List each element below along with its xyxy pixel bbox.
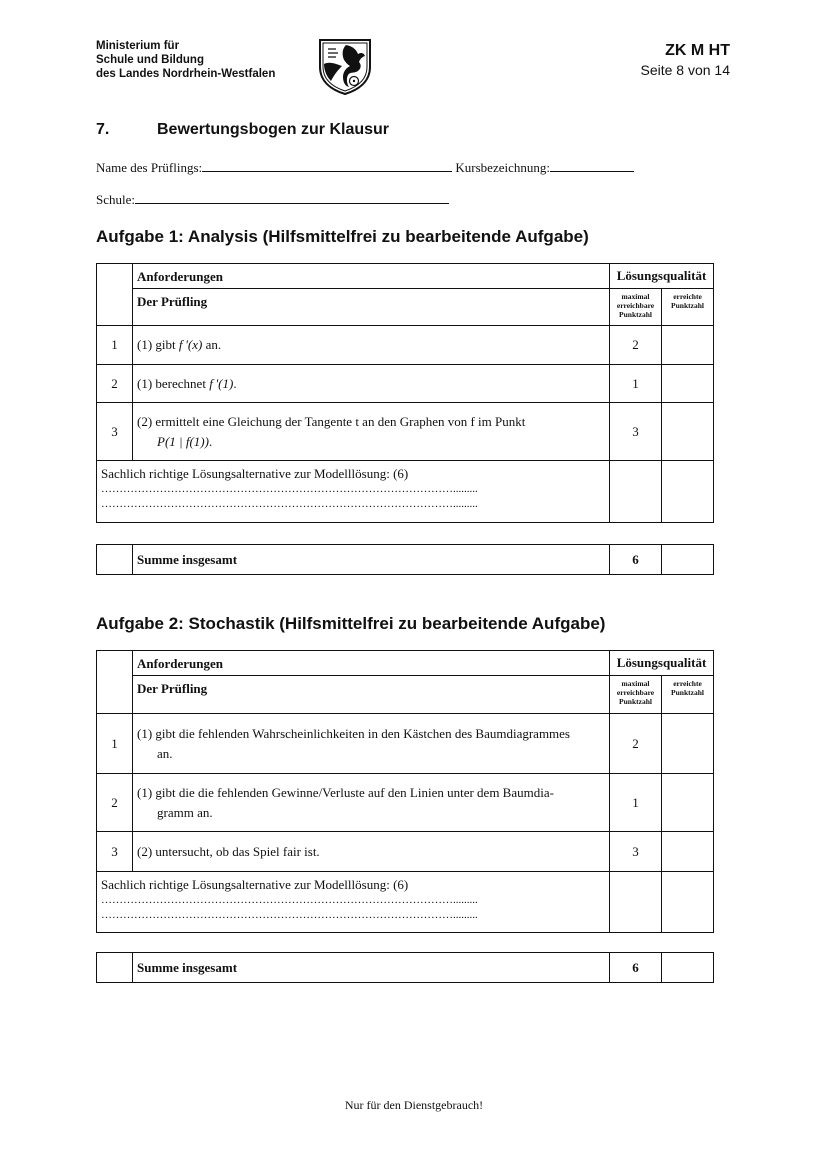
requirement-line: an. xyxy=(157,745,173,761)
footer-note: Nur für den Dienstgebrauch! xyxy=(344,1098,484,1112)
alternative-cell xyxy=(97,872,610,933)
task1-table xyxy=(96,263,714,523)
name-label: Name des Prüflings: xyxy=(96,160,203,175)
max-points: 3 xyxy=(610,403,662,461)
table-row xyxy=(97,326,714,365)
table-row xyxy=(97,774,714,832)
requirement-line: (2) ermittelt eine Gleichung der Tangente t an den Graphen von f im Punkt xyxy=(137,413,526,429)
alternative-row xyxy=(97,461,714,523)
requirement-text xyxy=(133,774,610,832)
task2-num-header-cell xyxy=(97,651,133,714)
max-points: 1 xyxy=(610,365,662,403)
quality-header: Lösungsqualität xyxy=(610,264,714,289)
document-code: ZK M HT xyxy=(665,42,730,59)
math-expression: f '(x) xyxy=(178,337,203,352)
dotted-line[interactable]: ……………………………………………………………………………………......... xyxy=(101,498,478,510)
quality-header: Lösungsqualität xyxy=(610,651,714,676)
row-number: 3 xyxy=(97,832,133,872)
alternative-max-points xyxy=(610,872,662,933)
name-field[interactable] xyxy=(202,159,452,172)
nrw-coat-of-arms-icon xyxy=(316,37,374,95)
requirements-header: Anforderungen xyxy=(133,651,610,676)
max-points-header: maximal erreichbare Punktzahl xyxy=(610,676,662,714)
dotted-line[interactable]: ……………………………………………………………………………………......... xyxy=(101,483,478,495)
ministry-line-2: Schule und Bildung xyxy=(96,54,204,66)
school-row xyxy=(96,191,449,208)
task1-sum-table xyxy=(96,544,714,575)
candidate-header: Der Prüfling xyxy=(133,289,610,326)
alternative-label: Sachlich richtige Lösungsalternative zur Modelllösung: (6) xyxy=(101,466,409,481)
section-title: Bewertungsbogen zur Klausur xyxy=(157,121,390,138)
sum-max-points: 6 xyxy=(610,545,662,575)
achieved-points-header: erreichte Punktzahl xyxy=(662,289,714,326)
ministry-name xyxy=(96,39,275,81)
table-row xyxy=(97,714,714,774)
requirements-header: Anforderungen xyxy=(133,264,610,289)
candidate-header: Der Prüfling xyxy=(133,676,610,714)
school-field[interactable] xyxy=(135,191,449,204)
task2-title: Aufgabe 2: Stochastik (Hilfsmittelfrei zu bearbeitende Aufgabe) xyxy=(96,614,606,633)
table-row xyxy=(97,403,714,461)
task2-sum-table xyxy=(96,952,714,983)
requirement-text xyxy=(133,403,610,461)
page-number: Seite 8 von 14 xyxy=(640,62,730,78)
requirement-line: (1) gibt die fehlenden Wahrscheinlichkeiten in den Kästchen des Baumdiagrammes xyxy=(137,725,570,741)
max-points: 2 xyxy=(610,714,662,774)
course-label: Kursbezeichnung: xyxy=(455,160,550,175)
alternative-max-points xyxy=(610,461,662,523)
achieved-points-field[interactable] xyxy=(662,872,714,933)
achieved-points-field[interactable] xyxy=(662,461,714,523)
sum-label: Summe insgesamt xyxy=(133,953,610,983)
achieved-points-field[interactable] xyxy=(662,365,714,403)
course-field[interactable] xyxy=(550,159,634,172)
table-row xyxy=(97,832,714,872)
alternative-row xyxy=(97,872,714,933)
task1-num-header-cell xyxy=(97,264,133,326)
requirement-line: P(1 | f(1)). xyxy=(157,433,213,449)
ministry-line-3: des Landes Nordrhein-Westfalen xyxy=(96,68,276,80)
school-label: Schule: xyxy=(96,192,135,207)
dotted-line[interactable]: ……………………………………………………………………………………......... xyxy=(101,909,478,921)
achieved-points-field[interactable] xyxy=(662,714,714,774)
name-course-row xyxy=(96,159,634,176)
document-id xyxy=(640,41,730,79)
requirement-text: (2) untersucht, ob das Spiel fair ist. xyxy=(133,832,610,872)
max-points: 3 xyxy=(610,832,662,872)
table-row xyxy=(97,365,714,403)
row-number: 2 xyxy=(97,774,133,832)
dotted-line[interactable]: ……………………………………………………………………………………......... xyxy=(101,894,478,906)
row-number: 1 xyxy=(97,326,133,365)
math-expression: P(1 | f(1)) xyxy=(157,433,209,449)
max-points: 1 xyxy=(610,774,662,832)
max-points-header: maximal erreichbare Punktzahl xyxy=(610,289,662,326)
achieved-points-field[interactable] xyxy=(662,326,714,365)
sum-achieved-field[interactable] xyxy=(662,953,714,983)
achieved-points-field[interactable] xyxy=(662,774,714,832)
requirement-line: gramm an. xyxy=(157,804,213,820)
alternative-cell xyxy=(97,461,610,523)
achieved-points-header: erreichte Punktzahl xyxy=(662,676,714,714)
sum-max-points: 6 xyxy=(610,953,662,983)
task2-table xyxy=(96,650,714,933)
sum-achieved-field[interactable] xyxy=(662,545,714,575)
row-number: 1 xyxy=(97,714,133,774)
math-expression: f '(1) xyxy=(209,375,234,391)
requirement-text: (1) berechnet f '(1). xyxy=(133,365,610,403)
row-number: 3 xyxy=(97,403,133,461)
sum-num-cell xyxy=(97,545,133,575)
achieved-points-field[interactable] xyxy=(662,832,714,872)
ministry-line-1: Ministerium für xyxy=(96,40,180,52)
sum-num-cell xyxy=(97,953,133,983)
sum-label: Summe insgesamt xyxy=(133,545,610,575)
requirement-line: (1) gibt die die fehlenden Gewinne/Verluste auf den Linien unter dem Baumdia- xyxy=(137,784,554,800)
requirement-text xyxy=(133,714,610,774)
row-number: 2 xyxy=(97,365,133,403)
section-number: 7. xyxy=(96,121,110,138)
alternative-label: Sachlich richtige Lösungsalternative zur Modelllösung: (6) xyxy=(101,877,409,892)
achieved-points-field[interactable] xyxy=(662,403,714,461)
task1-title: Aufgabe 1: Analysis (Hilfsmittelfrei zu bearbeitende Aufgabe) xyxy=(96,227,589,246)
max-points: 2 xyxy=(610,326,662,365)
requirement-text: (1) gibt f '(x) an. xyxy=(133,326,610,365)
